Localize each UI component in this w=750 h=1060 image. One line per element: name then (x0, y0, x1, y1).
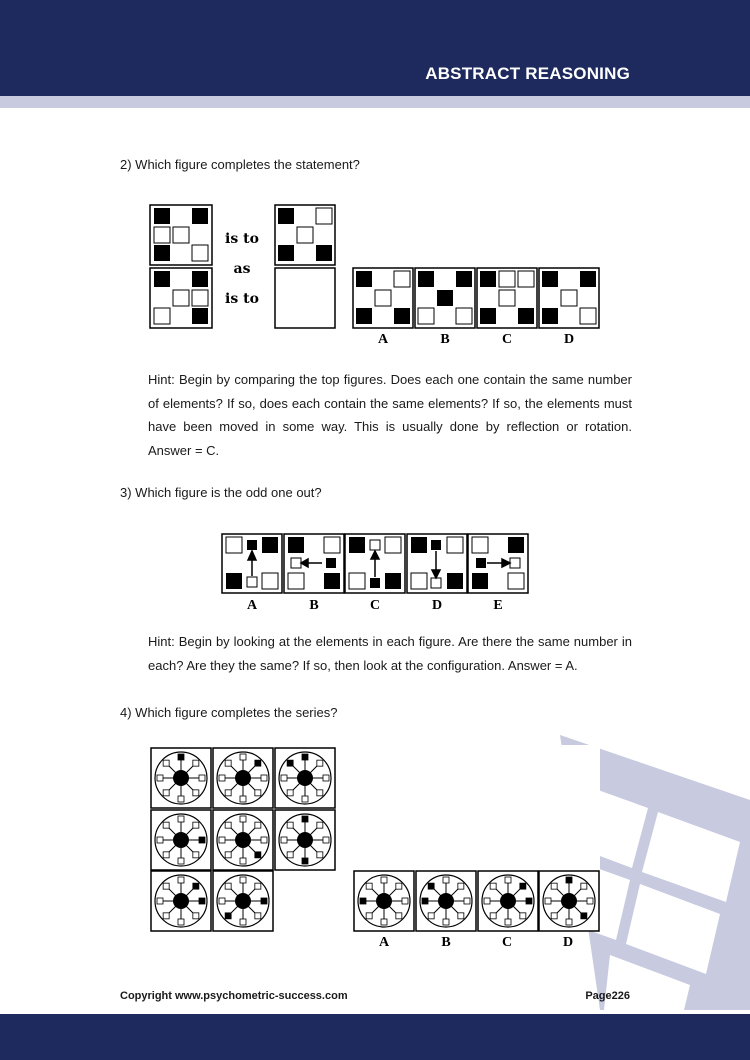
q3-option-e-label: E (493, 598, 503, 613)
q3-option-c-label: C (369, 598, 381, 613)
question-2-text: 2) Which figure completes the statement? (120, 157, 360, 172)
footer-page-number: Page226 (585, 990, 630, 1002)
q4-option-b-label: B (441, 935, 451, 950)
q2-phrase-is-to-2: is to (225, 291, 259, 307)
q3-option-a-label: A (246, 598, 258, 613)
q4-option-c-label: C (501, 935, 513, 950)
question-4-text: 4) Which figure completes the series? (120, 705, 338, 720)
q3-option-d-label: D (431, 598, 443, 613)
q2-option-d-label: D (563, 332, 575, 347)
page-header-title: ABSTRACT REASONING (425, 64, 630, 83)
q2-option-c-label: C (501, 332, 513, 347)
q2-phrase-is-to-1: is to (225, 231, 259, 247)
q2-option-b-label: B (440, 332, 450, 347)
footer-bar (0, 1014, 750, 1060)
q2-option-a-label: A (377, 332, 389, 347)
q2-phrase-as: as (233, 261, 251, 277)
question-3-text: 3) Which figure is the odd one out? (120, 485, 322, 500)
question-2-hint: Hint: Begin by comparing the top figures. Does each one contain the same number of elements? If so, does each contain the same elements? If so, the elements must have been moved in some way. This is usually done by reflection or rotation. Answer = C. (148, 372, 632, 458)
q3-option-b-label: B (309, 598, 319, 613)
q4-option-a-label: A (378, 935, 390, 950)
q4-option-d-label: D (562, 935, 574, 950)
question-3-hint: Hint: Begin by looking at the elements in each figure. Are there the same number in each? Are they the same? If so, then look at the configuration. Answer = A. (148, 634, 632, 673)
footer-copyright: Copyright www.psychometric-success.com (120, 990, 348, 1002)
